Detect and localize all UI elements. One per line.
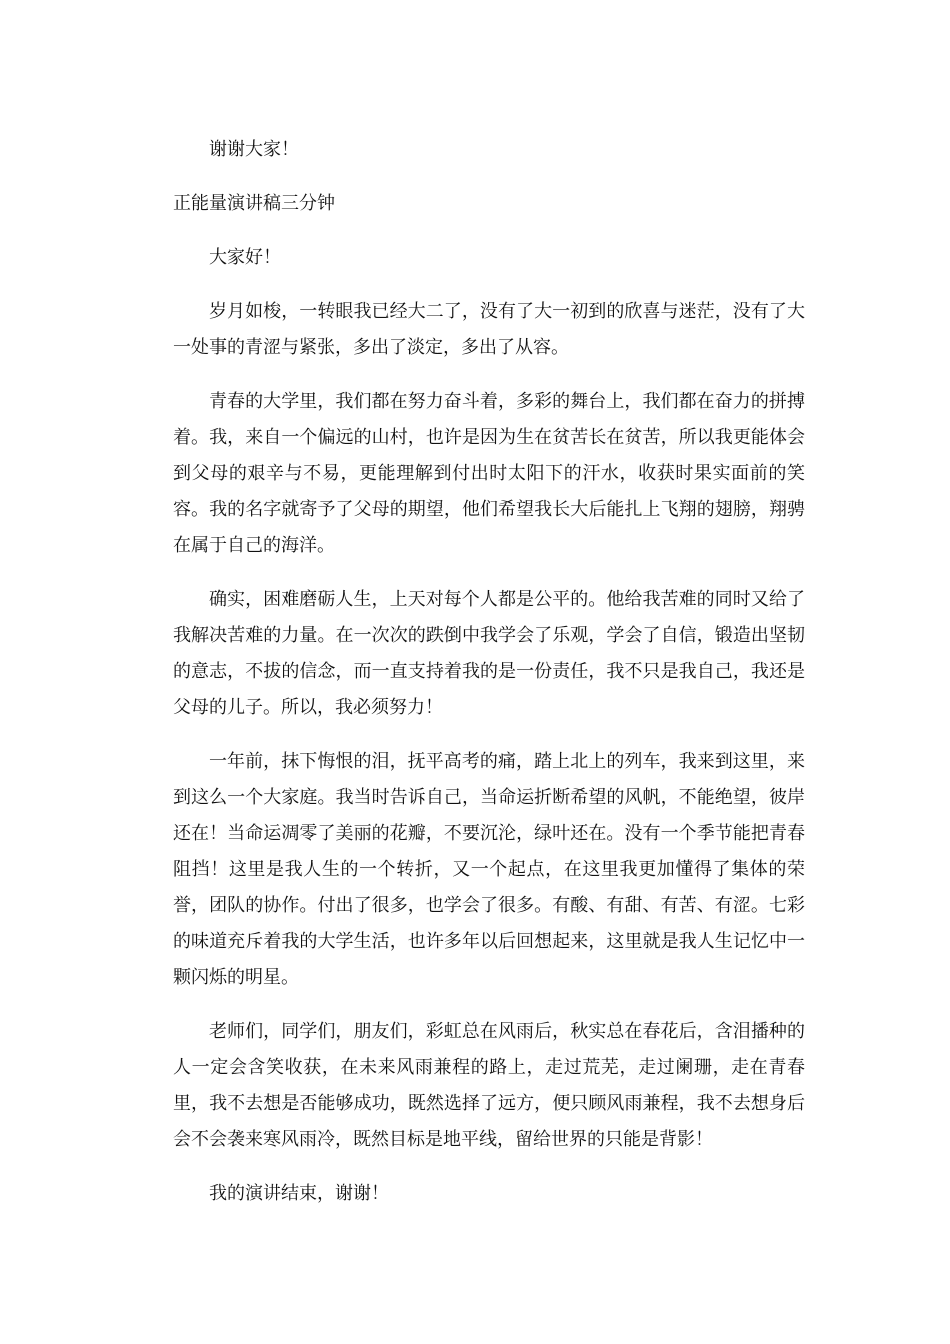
- closing-thanks-line: 谢谢大家！: [209, 139, 299, 160]
- paragraph: 一年前，抹下悔恨的泪，抚平高考的痛，踏上北上的列车，我来到这里，来到这么一个大家庭。我当时告诉自己，当命运折断希望的风帆，不能绝望，彼岸还在！当命运凋零了美丽的花瓣，不要沉沦，绿叶还在。没有一个季节能把青春阻挡！这里是我人生的一个转折，又一个起点，在这里我更加懂得了集体的荣誉，团队的协作。付出了很多，也学会了很多。有酸、有甜、有苦、有涩。七彩的味道充斥着我的大学生活，也许多年以后回想起来，这里就是我人生记忆中一颗闪烁的明星。: [173, 751, 805, 988]
- paragraph: 青春的大学里，我们都在努力奋斗着，多彩的舞台上，我们都在奋力的拼搏着。我，来自一个偏远的山村，也许是因为生在贫苦长在贫苦，所以我更能体会到父母的艰辛与不易，更能理解到付出时太阳下的汗水，收获时果实面前的笑容。我的名字就寄予了父母的期望，他们希望我长大后能扎上飞翔的翅膀，翔骋在属于自己的海洋。: [173, 391, 805, 556]
- greeting-line: 大家好！: [209, 247, 281, 268]
- ending-line: 我的演讲结束，谢谢！: [209, 1183, 389, 1204]
- paragraph: 确实，困难磨砺人生，上天对每个人都是公平的。他给我苦难的同时又给了我解决苦难的力量。在一次次的跌倒中我学会了乐观，学会了自信，锻造出坚韧的意志，不拔的信念，而一直支持着我的是一份责任，我不只是我自己，我还是父母的儿子。所以，我必须努力！: [173, 589, 805, 718]
- paragraph: 老师们，同学们，朋友们，彩虹总在风雨后，秋实总在春花后，含泪播种的人一定会含笑收获，在未来风雨兼程的路上，走过荒芜，走过阑珊，走在青春里，我不去想是否能够成功，既然选择了远方，便只顾风雨兼程，我不去想身后会不会袭来寒风雨冷，既然目标是地平线，留给世界的只能是背影！: [173, 1021, 805, 1150]
- document-body: [173, 132, 805, 1212]
- paragraph: 岁月如梭，一转眼我已经大二了，没有了大一初到的欣喜与迷茫，没有了大一处事的青涩与紧张，多出了淡定，多出了从容。: [173, 301, 805, 358]
- document-title: 正能量演讲稿三分钟: [173, 193, 335, 214]
